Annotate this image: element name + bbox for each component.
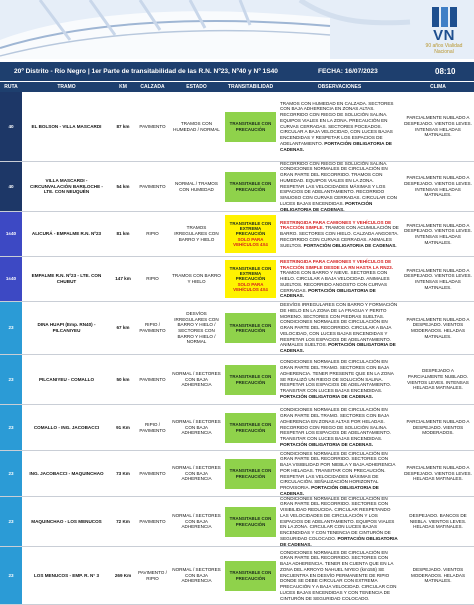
estado-cell: TRAMOS IRREGULARES CON BARRO Y HIELO [174,225,219,242]
transitabilidad-label: TRANSITABLE CON EXTREMA PRECAUCIÓN [229,220,272,237]
header-banner [0,0,474,59]
transitabilidad-badge [225,459,276,489]
table-row [0,212,474,257]
transitabilidad-label: TRANSITABLE CON PRECAUCIÓN [229,570,272,581]
tramo-cell: COMALLO - ING. JACOBACCI [33,424,100,430]
ruta-cell: 1s40 [0,212,22,256]
observaciones-cadenas: PORTACIÓN OBLIGATORIA DE CADENAS. [280,200,373,212]
tramo-cell: LOS MENUCOS - EMP. R. N° 3 [33,572,100,578]
estado-cell: NORMAL / SECTORES CON BAJA ADHERENCIA [172,566,221,584]
ruta-cell: 40 [0,92,22,161]
report-title-bar [0,62,474,81]
table-row [0,92,474,162]
calzada-cell: PAVIMENTO [139,376,166,382]
table-row [0,355,474,405]
clima-cell: DESPEJADO. VIENTOS MODERADOS. HELADAS MATINALES. [410,566,466,584]
ruta-cell: 23 [0,451,22,496]
observaciones-cell [278,497,401,546]
estado-cell: DESVÍOS IRREGULARES CON BARRO Y HIELO / SECTORES CON BARRO Y HIELO / NORMAL [174,310,219,345]
col-transitabilidad: TRANSITABILIDAD [227,84,274,90]
calzada-cell: RIPIO [146,231,159,237]
transitabilidad-label: TRANSITABLE CON PRECAUCIÓN [229,374,272,385]
transitabilidad-cell [224,212,277,256]
table-row [0,162,474,212]
col-tramo: TRAMO [57,84,76,90]
transitabilidad-cell [224,257,277,301]
clima-cell: PARCIALMENTE NUBLADO A DESPEJADO. VIENTOS LEVES. INTENSAS HELADAS MATINALES. [404,267,472,290]
transitabilidad-cell [224,302,277,354]
estado-cell: TRAMOS CON HUMEDAD / NORMAL [173,120,220,132]
transitabilidad-badge [225,313,276,343]
observaciones-text: TRAMOS CON BARRO Y NIEVE. SECTORES CON HIELO. CIRCULAR A BAJA VELOCIDAD. ANIMALES SUELTOS. RECORRIDO ANGOSTO CON CURVAS CERRADAS. [280,270,390,293]
observaciones-text: DESVÍOS IRREGULARES CON BARRO Y FORMACIÓN DE HIELO EN LA ZONA DE LA FRAGUA Y PERITO MORENO. SECTORES CON PIEDRAS SUELTAS. CONDICIONES NORMALES DE CIRCULACIÓN EN GRAN PARTE DEL RECORRIDO. CIRCULAR A BAJA VELOCIDAD, CON LUCES BAJAS ENCENDIDAS Y RESPETAR LOS ESPACIOS DE ADELANTAMIENTO. ANIMALES SUELTOS. [280,302,398,348]
estado-cell: NORMAL / SECTORES CON BAJA ADHERENCIA [172,464,221,482]
transitabilidad-cell [224,497,277,546]
transitabilidad-label: TRANSITABLE CON PRECAUCIÓN [229,422,272,433]
estado-cell: NORMAL / SECTORES CON BAJA ADHERENCIA [172,512,221,530]
col-ruta: RUTA [4,84,18,90]
observaciones-cadenas: PORTACIÓN OBLIGATORIA DE CADENAS. [280,342,396,354]
ruta-cell: 1s40 [0,257,22,301]
calzada-cell: RIPIO / PAVIMENTO [139,322,166,333]
observaciones-cell [278,212,401,256]
calzada-cell: PAVIMENTO / RIPIO [138,569,167,581]
clima-cell: PARCIALMENTE NUBLADO A DESPEJADO. VIENTOS LEVES. INTENSAS HELADAS MATINALES. [404,175,472,198]
ruta-cell: 23 [0,355,22,404]
report-date: FECHA: 16/07/2023 [318,68,378,75]
transitabilidad-label: TRANSITABLE CON PRECAUCIÓN [229,468,272,479]
clima-cell: DESPEJADO. BANCOS DE NIEBLA. VIENTOS LEVES. HELADAS MATINALES. [409,512,467,530]
ruta-cell: 23 [0,547,22,604]
observaciones-text: TRAMOS CON ACUMULACIÓN DE BARRO. SECTORES CON HIELO. CALZADA ANGOSTA. RECORRIDO CON CURVAS CERRADAS. ANIMALES SUELTOS. [280,225,399,248]
estado-cell: NORMAL / TRAMOS CON HUMEDAD [175,180,218,192]
transitabilidad-label: TRANSITABLE CON PRECAUCIÓN [229,121,272,132]
transitabilidad-label: TRANSITABLE CON PRECAUCIÓN [229,322,272,333]
transitabilidad-badge [225,215,276,253]
logo-text: VN [433,27,455,44]
tramo-cell: ALICURÁ - EMPALME R.N. Nº23 [31,231,102,237]
col-clima: CLIMA [430,84,446,90]
transitabilidad-badge [225,561,276,591]
estado-cell: NORMAL / SECTORES CON BAJA ADHERENCIA [172,370,221,388]
table-row [0,257,474,302]
observaciones-cell [278,547,401,604]
observaciones-restriction: RESTRINGIDA PARA CAMIONES Y VEHÍCULOS DE TRACCIÓN SIMPLE. [280,219,392,231]
observaciones-cell [278,257,401,301]
ruta-cell: 23 [0,497,22,546]
clima-cell: PARCIALMENTE NUBLADO A DESPEJADO. VIENTOS LEVES. HELADAS MATINALES. [404,464,472,482]
logo-subtitle: 90 años Vialidad Nacional [425,43,463,55]
col-estado: ESTADO [186,84,207,90]
observaciones-text: CONDICIONES NORMALES DE CIRCULACIÓN EN GRAN PARTE DEL RECORRIDO. SECTORES CON BAJA ADHERENCIA. TENER EN CUENTA QUE EN LA ZONA DEL ARROYO NAHUEL NIYEO (km155) SE ENCUENTRA EN DESVÍO PERMANENTE DE RIPIO DONDE SE DEBE CIRCULAR CON EXTREMA PRECAUCIÓN Y A BAJA VELOCIDAD. CIRCULAR CON LUCES BAJAS ENCENDIDAS Y CON TENENCIA DE CINTURÓN DE SEGURIDAD COLOCADO. [280,549,397,601]
table-header [0,82,474,92]
observaciones-cadenas: PORTACIÓN OBLIGATORIA DE CADENAS. [280,140,392,152]
tramo-cell: EL BOLSON - VILLA MASCARDI [31,123,102,129]
transitabilidad-badge [225,112,276,142]
transitabilidad-badge [225,413,276,443]
calzada-cell: PAVIMENTO [139,183,166,189]
ruta-cell: 23 [0,302,22,354]
transitabilidad-cell [224,547,277,604]
transitabilidad-label: TRANSITABLE CON PRECAUCIÓN [229,516,272,527]
transitabilidad-badge [225,507,276,537]
calzada-cell: PAVIMENTO [139,470,166,476]
clima-cell: DESPEJADO A PARCIALMENTE NUBLADO. VIENTOS LEVES. INTENSAS HELADAS MATINALES. [407,368,469,391]
transitabilidad-cell [224,92,277,161]
observaciones-cell [278,451,401,496]
estado-cell: NORMAL / SECTORES CON BAJA ADHERENCIA [172,418,221,436]
vialidad-logo [422,5,466,55]
observaciones-cadenas: PORTACIÓN OBLIGATORIA DE CADENAS. [280,393,373,399]
table-row [0,451,474,497]
transitabilidad-badge [225,172,276,202]
tramo-cell: DINA HUAPI (Emp. RN40) - PILCANIYEU [37,322,96,333]
tramo-cell: EMPALME R.N. Nº23 - LTE. CON CHUBUT [31,273,102,284]
observaciones-cadenas: PORTACIÓN OBLIGATORIA DE CADENAS. [280,535,398,547]
transitabilidad-badge [225,260,276,298]
km-cell: 87 km [116,123,130,129]
transitabilidad-label: TRANSITABLE CON PRECAUCIÓN [229,181,272,192]
table-row [0,405,474,451]
observaciones-cell [278,405,401,450]
clima-cell: PARCIALMENTE NUBLADO A DESPEJADO. VIENTOS LEVES. INTENSAS HELADAS MATINALES. [404,222,472,245]
observaciones-cadenas: PORTACIÓN OBLIGATORIA DE CADENAS. [280,484,379,496]
observaciones-text: TRAMOS CON HUMEDAD EN CALZADA. SECTORES CON BAJA ADHERENCIA EN ZONAS ALTAS. RECORRIDO CON RIEGO DE SOLUCIÓN SALINA. EQUIPOS VIALES EN LA ZONA. PRECAUCIÓN EN CURVAS CERRADAS. SECTORES POCEADOS. CIRCULAR A BAJA VELOCIDAD, CON LUCES BAJAS ENCENDIDAS Y RESPETAR LOS ESPACIOS DE ADELANTAMIENTO. [280,100,394,146]
observaciones-cell [278,162,401,211]
observaciones-cell [278,355,401,404]
observaciones-text: CONDICIONES NORMALES DE CIRCULACIÓN EN GRAN PARTE DEL RECORRIDO. SECTORES CON VISIBILIDAD REDUCIDA. CIRCULAR RESPETANDO LAS VELOCIDADES DE CIRCULACIÓN Y LOS ESPACIOS DE ADELANTAMIENTO. EQUIPOS VIALES EN LA ZONA. CIRCULAR CON LUCES BAJAS ENCENDIDAS Y CON TENENCIA DE CINTURÓN DE SEGURIDAD COLOCADO. [280,495,395,541]
tramo-cell: VILLA MASCARDI - CIRCUNVALACIÓN BARILOCHE - LTE. CON NEUQUÉN [30,177,103,195]
tramo-cell: PILCANIYEU - COMALLO [38,376,95,382]
observaciones-cadenas: PORTACIÓN OBLIGATORIA DE CADENAS. [303,242,397,248]
km-cell: 54 km [116,183,130,189]
clima-cell: PARCIALMENTE NUBLADO A DESPEJADO. VIENTOS MODERADOS. HELADAS MATINALES. [406,316,470,339]
ruta-cell: 40 [0,162,22,211]
ruta-cell: 23 [0,405,22,450]
transitabilidad-restriction: SOLO PARA VEHÍCULOS 4X4 [233,236,268,247]
observaciones-text: RECORRIDO CON RIEGO DE SOLUCIÓN SALINA. CONDICIONES NORMALES DE CIRCULACIÓN EN GRAN PARTE DEL RECORRIDO. TRAMOS CON HUMEDAD. EQUIPOS VIALES EN LA ZONA. RESPETAR LAS VELOCIDADES MÁXIMAS Y LOS ESPACIOS DE ADELANTAMIENTO. RECORRIDO SINUOSO CON CURVAS CERRADAS. CIRCULAR CON LUCES BAJAS ENCENDIDAS. [280,160,397,206]
calzada-cell: PAVIMENTO [139,123,166,129]
observaciones-text: CONDICIONES NORMALES DE CIRCULACIÓN EN GRAN PARTE DEL TRAMO. SECTORES CON BAJA ADHERENCIA EN ZONAS ALTAS POR HELADAS. RECORRIDO CON RIEGO DE SOLUCIÓN SALINA. RESPETAR LOS ESPACIOS DE ADELANTAMIENTO. TRANSITAR CON LUCES BAJAS ENCENDIDAS. [280,407,391,442]
transitabilidad-cell [224,405,277,450]
tramo-cell: ING. JACOBACCI - MAQUINCHAO [29,470,104,476]
observaciones-text: CONDICIONES NORMALES DE CIRCULACIÓN EN GRAN PARTE DEL RECORRIDO. SECTORES CON BAJA VISIBILIDAD POR NIEBLA Y BAJA ADHERENCIA POR HELADAS. TRANSITAR CON PRECAUCIÓN. RESPETAR LAS VELOCIDADES MÁXIMAS DE CIRCULACIÓN. SEÑALIZACIÓN HORIZONTAL PROVISORIA. [280,450,396,490]
col-calzada: CALZADA [140,84,165,90]
estado-cell: TRAMOS CON BARRO Y HIELO [172,273,221,284]
km-cell: 269 Km [114,572,132,578]
observaciones-cadenas: PORTACIÓN OBLIGATORIA DE CADENAS. [280,441,373,447]
flag-stripes-icon [422,5,466,29]
report-title: 20º Distrito - Río Negro | 1er Parte de transitabilidad de las R.N. Nº23, Nº40 y Nº 1S40 [14,68,278,75]
km-cell: 91 Km [116,424,130,430]
highway-banner-graphic [0,0,474,59]
observaciones-cell [278,92,401,161]
table-row [0,547,474,605]
tramo-cell: MAQUINCHAO - LOS MENUCOS [31,518,102,524]
calzada-cell: RIPIO [146,276,159,282]
observaciones-cadenas: PORTACIÓN OBLIGATORIA DE CADENAS. [280,287,376,299]
transitabilidad-badge [225,365,276,395]
calzada-cell: PAVIMENTO [139,518,166,524]
km-cell: 147 km [115,276,131,282]
col-km: KM [119,84,127,90]
km-cell: 72 Km [116,518,130,524]
observaciones-restriction: RESTRINGIDA PARA CAMIONES Y VEHÍCULOS DE TRACCIÓN SIMPLE DESDE LA RN HASTA LA RN23. [280,258,393,270]
clima-cell: PARCIALMENTE NUBLADO A DESPEJADO. VIENTOS LEVES. INTENSAS HELADAS MATINALES. [404,115,472,138]
calzada-cell: RIPIO / PAVIMENTO [139,421,166,433]
km-cell: 50 km [116,376,130,382]
observaciones-cell [278,302,401,354]
km-cell: 67 km [116,325,130,331]
table-row [0,302,474,355]
transitabilidad-restriction: SOLO PARA VEHÍCULOS 4X4 [233,281,268,292]
km-cell: 73 Km [116,470,130,476]
transitabilidad-label: TRANSITABLE CON EXTREMA PRECAUCIÓN [229,265,272,282]
transitabilidad-cell [224,451,277,496]
observaciones-text: CONDICIONES NORMALES DE CIRCULACIÓN EN GRAN PARTE DEL TRAMO. SECTORES CON BAJA ADHERENCIA. TENER PRESENTE QUE EN LA ZONA SE REALIZÓ UN RIEGO DE SOLUCIÓN SALINA. RESPETAR LOS ESPACIOS DE ADELANTAMIENTO. TRANSITAR CON LUCES BAJAS ENCENDIDAS. [280,359,394,394]
report-time: 08:10 [435,67,456,76]
clima-cell: PARCIALMENTE NUBLADO A DESPEJADO. VIENTOS MODERADOS. [406,418,470,436]
transitabilidad-cell [224,162,277,211]
table-row [0,497,474,547]
transitabilidad-cell [224,355,277,404]
col-observaciones: OBSERVACIONES [317,84,362,90]
km-cell: 81 km [116,231,130,237]
